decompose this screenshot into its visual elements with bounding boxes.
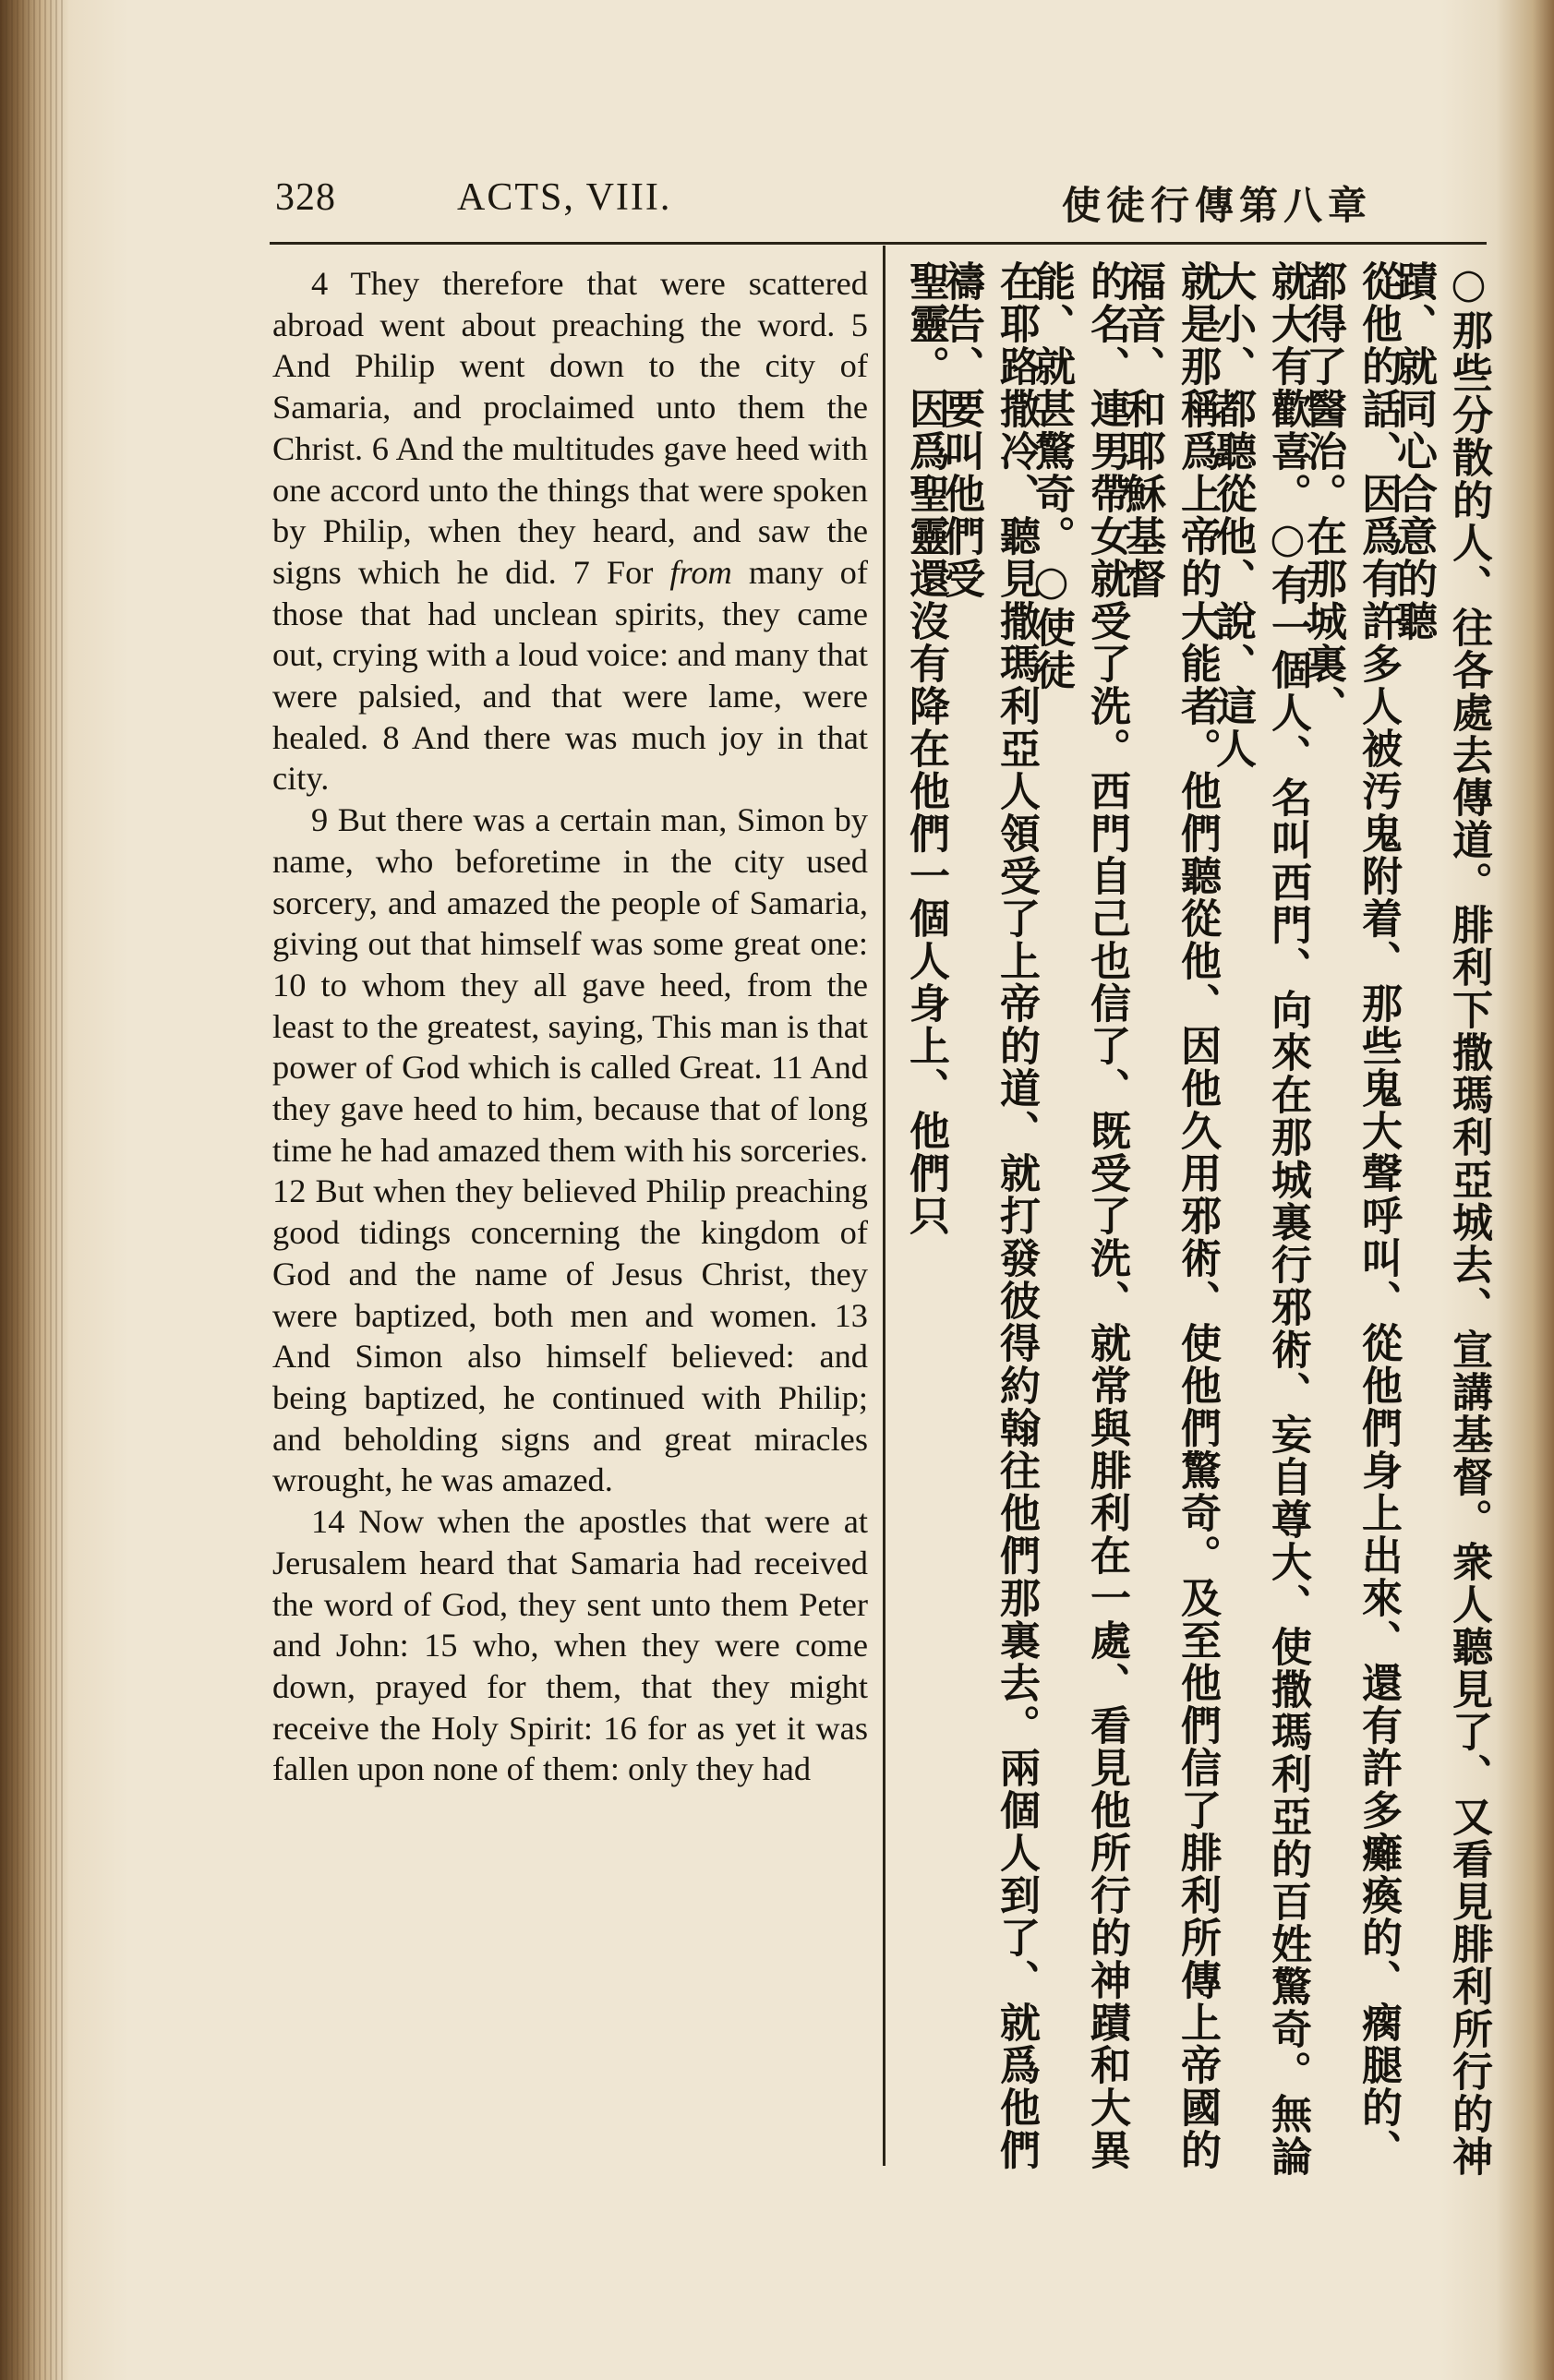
- chinese-column: 就大有歡喜。○有一個人、名叫西門、向來在那城裏行邪術、妄自尊大、使撒瑪利亞的百姓驚奇。無論大小、都聽從他、說、這人: [1209, 260, 1311, 2178]
- chinese-column: 在耶路撒冷、聽見撒瑪利亞人領受了上帝的道、就打發彼得約翰往他們那裏去。兩個人到了、就爲他們禱告、要叫他們受: [937, 260, 1040, 2171]
- english-paragraph: 9 But there was a certain man, Simon by name, who beforetime in the city used sorcery, and amazed the people of Samaria, giving out that himself was some great one: 10 to whom they all gave heed, from the least to the greatest, saying, This man is that power of God which is called Great. 11 And they gave heed to him, because that of long time he had amazed them with his sorceries. 12 But when they believed Philip preaching good tidings concerning the kingdom of God and the name of Jesus Christ, they were baptized, both men and women. 13 And Simon also himself believed: and being baptized, he continued with Philip; and beholding signs and great miracles wrought, he was amazed.: [272, 801, 868, 1499]
- chinese-column: 的名、連男帶女就受了洗。西門自己也信了、既受了洗、就常與腓利在一處、看見他所行的神蹟和大異能、就甚驚奇。○使徒: [1028, 260, 1130, 2171]
- book-title: ACTS, VIII.: [457, 176, 672, 219]
- english-paragraph: [272, 263, 868, 799]
- chinese-column: 聖靈。因爲聖靈還沒有降在他們一個人身上、他們只: [902, 260, 949, 1237]
- chinese-text-block: [896, 260, 1505, 2181]
- chinese-running-title: 使徒行傳第八章: [1062, 186, 1373, 228]
- italic-word: from: [669, 553, 732, 591]
- english-text: 4 They therefore that were scattered abroad went about preaching the word. 5 And Philip went down to the city of Samaria, and proclaimed unto them the Christ. 6 And the multitudes gave heed with one accord unto the things that were spoken by Philip, when they heard, and saw the signs which he did. 7 For: [272, 265, 868, 591]
- chinese-column: 就是那稱爲上帝的大能者。他們聽從他、因他久用邪術、使他們驚奇。及至他們信了腓利所傳上帝國的福音、和耶穌基督: [1118, 260, 1221, 2171]
- column-divider: [883, 246, 885, 2166]
- chinese-column: 從他的話、因爲有許多人被汚鬼附着、那些鬼大聲呼叫、從他們身上出來、還有許多癱瘓的、瘸腿的、都得了醫治。在那城裏、: [1299, 260, 1402, 2171]
- english-text-column: [272, 263, 868, 1790]
- english-text: many of those that had unclean spirits, they came out, crying with a loud voice: and many that were palsied, and that were lame, were healed. 8 And there was much joy in that city.: [272, 553, 868, 798]
- page-edge: [0, 0, 65, 2380]
- chinese-column: ○那些分散的人、往各處去傳道。腓利下撒瑪利亞城去、宣講基督。衆人聽見了、又看見腓利所行的神蹟、就同心合意的聽: [1390, 260, 1492, 2178]
- page-number: 328: [275, 176, 336, 219]
- header-rule: [270, 242, 1487, 245]
- english-paragraph: 14 Now when the apostles that were at Jerusalem heard that Samaria had received the word of God, they sent unto them Peter and John: 15 who, when they were come down, prayed for them, that they might receive the Holy Spirit: 16 for as yet it was fallen upon none of them: only they had: [272, 1503, 868, 1788]
